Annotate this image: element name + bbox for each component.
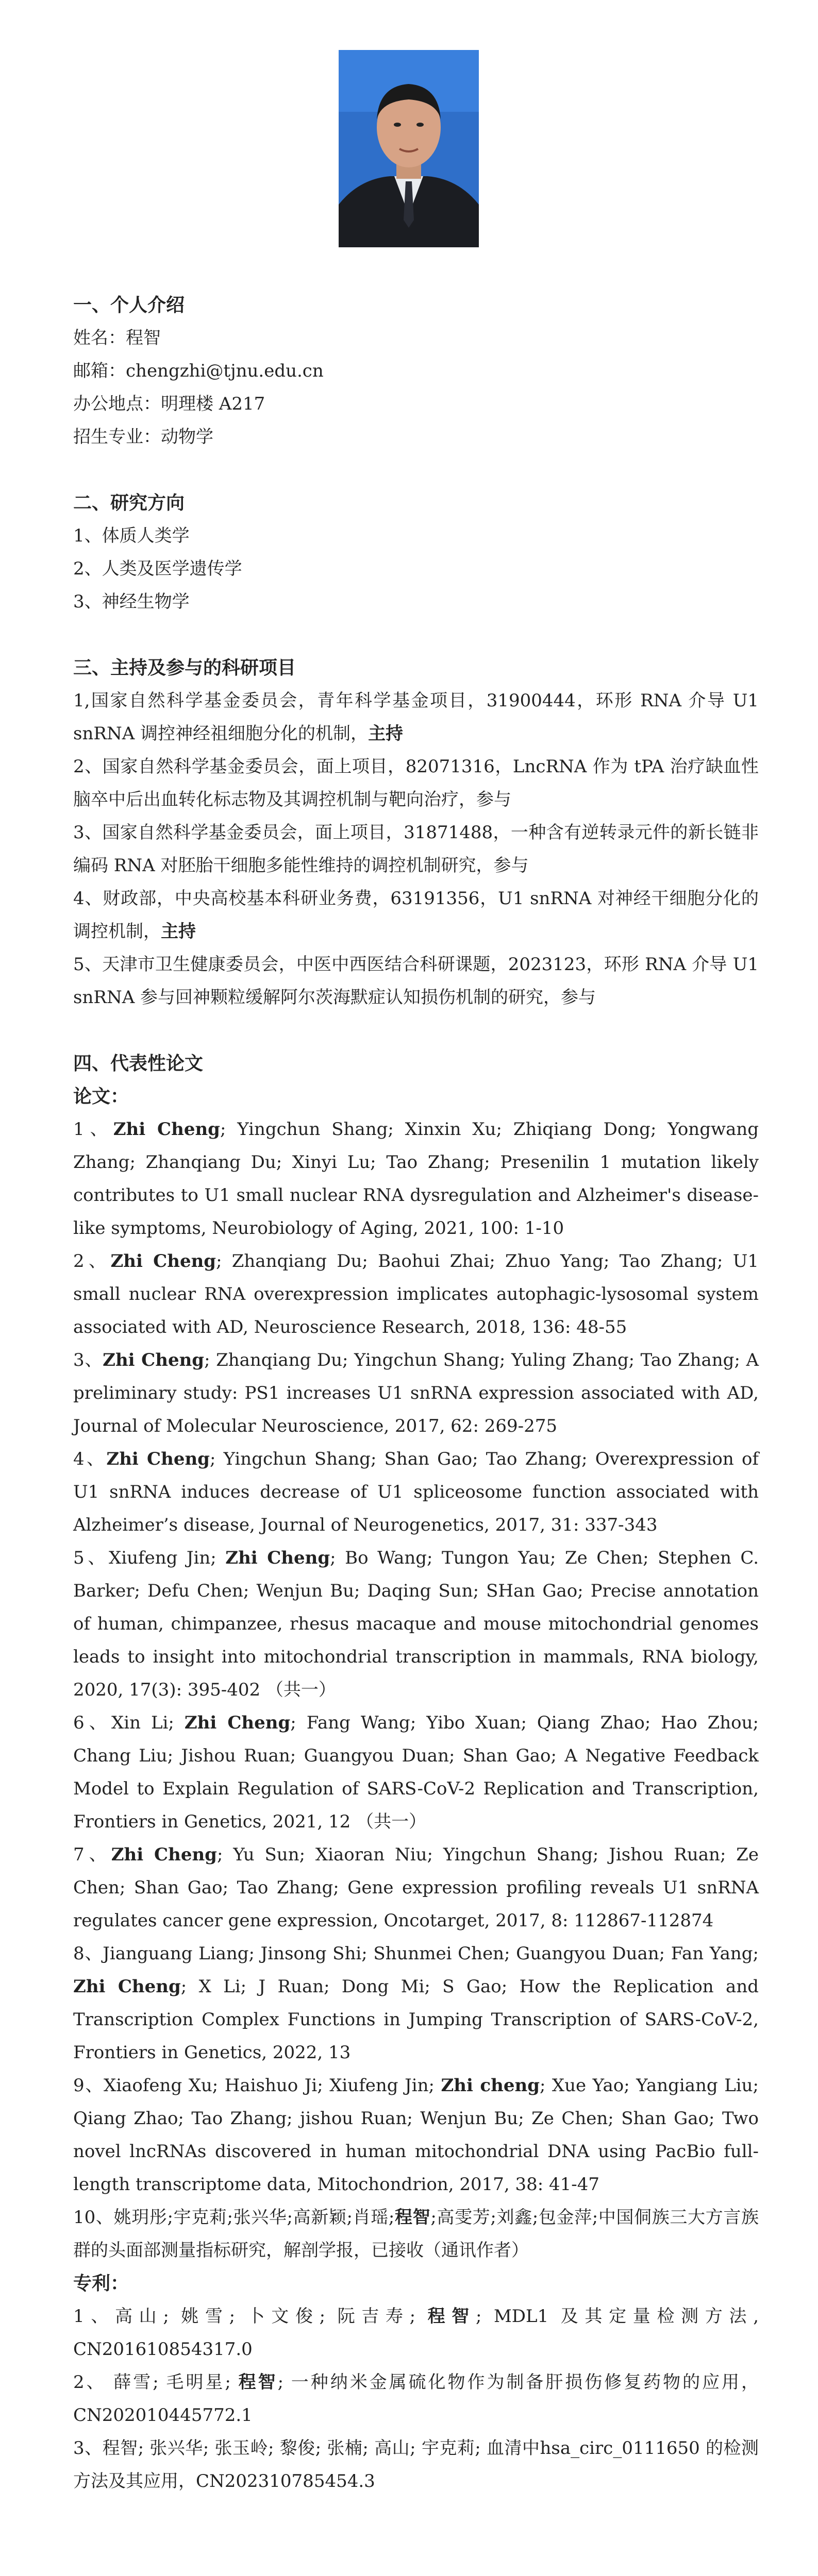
patent-item: 2、 薛雪; 毛明星; 程智; 一种纳米金属硫化物作为制备肝损伤修复药物的应用，CN202010445772.1 (73, 2372, 759, 2426)
project-item: 1,国家自然科学基金委员会，青年科学基金项目，31900444，环形 RNA 介导 U1 snRNA 调控神经祖细胞分化的机制，主持 (73, 690, 759, 744)
projects-heading: 三、主持及参与的科研项目 (73, 657, 296, 679)
patent-item: 1、高山; 姚雪; 卜文俊; 阮吉寿; 程智; MDL1 及其定量检测方法, CN201610854317.0 (73, 2306, 759, 2360)
name-line: 姓名：程智 (73, 328, 161, 348)
paper-item: 10、姚玥彤;宇克莉;张兴华;高新颖;肖瑶;程智;高雯芳;刘鑫;包金萍;中国侗族三大方言族群的头面部测量指标研究，解剖学报，已接收（通讯作者） (73, 2207, 759, 2261)
paper-item: 3、Zhi Cheng; Zhanqiang Du; Yingchun Shang; Yuling Zhang; Tao Zhang; A preliminary study: PS1 increases U1 snRNA expression associated with AD, Journal of Molecular Neuroscience, 2017, 62: 269-275 (73, 1350, 759, 1436)
project-item: 5、天津市卫生健康委员会，中医中西医结合科研课题，2023123，环形 RNA 介导 U1 snRNA 参与回神颗粒缓解阿尔茨海默症认知损伤机制的研究，参与 (73, 954, 759, 1008)
project-item: 4、财政部，中央高校基本科研业务费，63191356，U1 snRNA 对神经干细胞分化的调控机制，主持 (73, 888, 759, 942)
profile-content (73, 289, 759, 2498)
patents-subheading: 专利： (73, 2273, 129, 2294)
paper-item: 6、Xin Li; Zhi Cheng; Fang Wang; Yibo Xuan; Qiang Zhao; Hao Zhou; Chang Liu; Jishou Ruan; Guangyou Duan; Shan Gao; A Negative Feedback Model to Explain Regulation of SARS-CoV-2 Replication and Transcription, Frontiers in Genetics, 2021, 12 （共一） (73, 1713, 759, 1832)
patent-item: 3、程智; 张兴华; 张玉岭; 黎俊; 张楠; 高山; 宇克莉; 血清中hsa_circ_0111650 的检测方法及其应用，CN202310785454.3 (73, 2438, 759, 2492)
portrait-image (339, 50, 479, 247)
major-line: 招生专业：动物学 (73, 427, 213, 447)
research-item: 2、人类及医学遗传学 (73, 558, 242, 579)
paper-item: 9、Xiaofeng Xu; Haishuo Ji; Xiufeng Jin; Zhi cheng; Xue Yao; Yangiang Liu; Qiang Zhao; Tao Zhang; jishou Ruan; Wenjun Bu; Ze Chen; Shan Gao; Two novel lncRNAs discovered in human mitochondrial DNA using PacBio full-length transcriptome data, Mitochondrion, 2017, 38: 41-47 (73, 2075, 759, 2195)
research-item: 3、神经生物学 (73, 591, 190, 612)
spacer (73, 453, 759, 486)
paper-item: 4、Zhi Cheng; Yingchun Shang; Shan Gao; Tao Zhang; Overexpression of U1 snRNA induces decrease of U1 spliceosome function associated with Alzheimer’s disease, Journal of Neurogenetics, 2017, 31: 337-343 (73, 1449, 759, 1535)
papers-subheading: 论文： (73, 1086, 129, 1107)
paper-item: 2、Zhi Cheng; Zhanqiang Du; Baohui Zhai; Zhuo Yang; Tao Zhang; U1 small nuclear RNA overexpression implicates autophagic-lysosomal system associated with AD, Neuroscience Research, 2018, 136: 48-55 (73, 1251, 759, 1337)
profile-photo (339, 50, 479, 247)
paper-item: 1、Zhi Cheng; Yingchun Shang; Xinxin Xu; Zhiqiang Dong; Yongwang Zhang; Zhanqiang Du; Xinyi Lu; Tao Zhang; Presenilin 1 mutation likely contributes to U1 small nuclear RNA dysregulation and Alzheimer's disease-like symptoms, Neurobiology of Aging, 2021, 100: 1-10 (73, 1119, 759, 1239)
papers-heading: 四、代表性论文 (73, 1053, 204, 1074)
project-item: 3、国家自然科学基金委员会，面上项目，31871488，一种含有逆转录元件的新长链非编码 RNA 对胚胎干细胞多能性维持的调控机制研究，参与 (73, 822, 759, 876)
project-item: 2、国家自然科学基金委员会，面上项目，82071316，LncRNA 作为 tPA 治疗缺血性脑卒中后出血转化标志物及其调控机制与靶向治疗，参与 (73, 756, 759, 810)
email-line: 邮箱：chengzhi@tjnu.edu.cn (73, 361, 324, 381)
spacer (73, 1014, 759, 1047)
paper-item: 5、Xiufeng Jin; Zhi Cheng; Bo Wang; Tungon Yau; Ze Chen; Stephen C. Barker; Defu Chen; Wenjun Bu; Daqing Sun; SHan Gao; Precise annotation of human, chimpanzee, rhesus macaque and mouse mitochondrial genomes leads to insight into mitochondrial transcription in mammals, RNA biology, 2020, 17(3): 395-402 （共一） (73, 1548, 759, 1700)
office-line: 办公地点：明理楼 A217 (73, 394, 265, 414)
paper-item: 7、Zhi Cheng; Yu Sun; Xiaoran Niu; Yingchun Shang; Jishou Ruan; Ze Chen; Shan Gao; Tao Zhang; Gene expression profiling reveals U1 snRNA regulates cancer gene expression, Oncotarget, 2017, 8: 112867-112874 (73, 1844, 759, 1931)
paper-item: 8、Jianguang Liang; Jinsong Shi; Shunmei Chen; Guangyou Duan; Fan Yang; Zhi Cheng; X Li; J Ruan; Dong Mi; S Gao; How the Replication and Transcription Complex Functions in Jumping Transcription of SARS-CoV-2, Frontiers in Genetics, 2022, 13 (73, 1943, 759, 2063)
spacer (73, 618, 759, 651)
research-heading: 二、研究方向 (73, 492, 185, 514)
intro-heading: 一、个人介绍 (73, 294, 185, 316)
research-item: 1、体质人类学 (73, 526, 190, 546)
